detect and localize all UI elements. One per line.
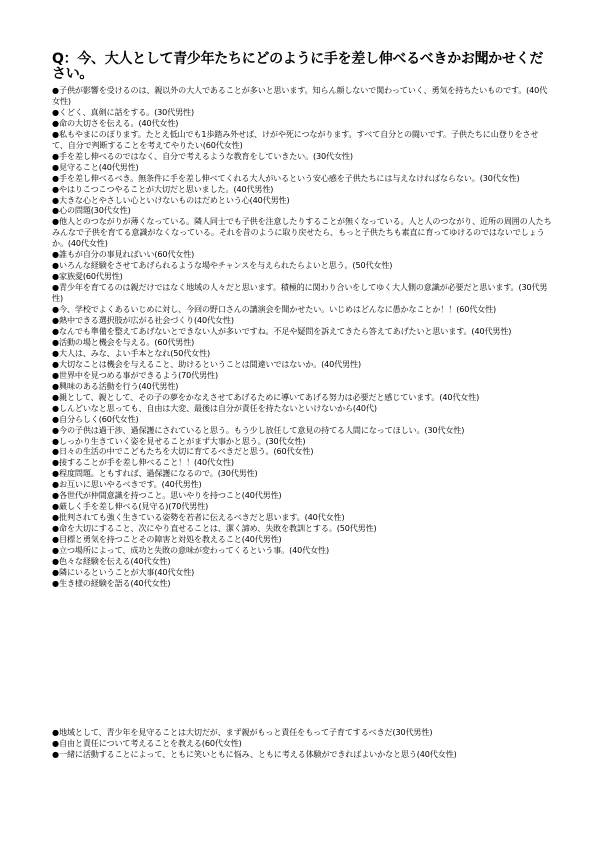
bullet-icon: ● [52,435,59,446]
bullet-icon: ● [52,325,59,336]
response-text: 厳しく手を差し伸べる(見守る)(70代男性) [59,501,209,512]
response-item [52,151,552,162]
bullet-icon: ● [52,402,59,413]
response-text: 命の大切さを伝える。(40代女性) [59,117,179,128]
response-item [52,205,552,216]
response-item [52,216,552,249]
response-item [52,425,552,436]
bullet-icon: ● [52,128,59,139]
response-item [52,490,552,501]
bullet-icon: ● [52,304,59,315]
response-item [52,749,552,760]
response-text: 立つ場所によって、成功と失敗の意味が変わってくるという事。(40代女性) [59,545,329,556]
response-text: 他人とのつながりが薄くなっている。隣人同士でも子供を注意したりすることが無くなっている。人と人のつながり、近所の周囲の人たちみんなで子供を育てる意識がなくなっている。それを昔のように取り戻せたら、もっと子供たちも素直に育ってゆけるのではないでしょうか。(40代女性) [52,216,552,249]
bullet-icon: ● [52,424,59,435]
response-item [52,260,552,271]
response-item [52,195,552,206]
response-text: 批判されても強く生きている姿勢を若者に伝えるべきだと思います。(40代女性) [59,512,345,523]
bullet-icon: ● [52,413,59,424]
bullet-icon: ● [52,161,59,172]
response-text: 接することが手を差し伸べること！！(40代女性) [59,457,234,468]
bullet-icon: ● [52,380,59,391]
response-item [52,512,552,523]
response-text: 自分らしく(60代女性) [59,413,139,424]
bullet-icon: ● [52,358,59,369]
bullet-icon: ● [52,336,59,347]
response-item [52,534,552,545]
response-item [52,249,552,260]
bullet-icon: ● [52,347,59,358]
response-text: 生き様の経験を語る(40代女性) [59,577,171,588]
bullet-icon: ● [52,737,59,748]
bullet-icon: ● [52,545,59,556]
response-text: 程度問題。ともすれば、過保護になるので。(30代男性) [59,468,258,479]
response-text: 活動の場と機会を与える。(60代男性) [59,336,195,347]
bullet-icon: ● [52,555,59,566]
bullet-icon: ● [52,468,59,479]
response-text: 大切なことは機会を与えること、助けるということは間違いではないか。(40代男性) [59,358,361,369]
response-item [52,501,552,512]
bullet-icon: ● [52,369,59,380]
response-text: 目標と勇気を持つことその障害と対処を教えること(40代男性) [59,534,282,545]
response-item [52,184,552,195]
bullet-icon: ● [52,512,59,523]
response-item [52,326,552,337]
response-item [52,446,552,457]
response-text: 心の問題(30代女性) [59,205,131,216]
bullet-icon: ● [52,534,59,545]
response-item [52,523,552,534]
response-item [52,727,552,738]
response-item [52,282,552,304]
bullet-icon: ● [52,490,59,501]
bullet-icon: ● [52,282,59,293]
question-heading: Q：今、大人として青少年たちにどのように手を差し伸べるべきかお聞かせください。 [52,51,544,82]
response-item [52,578,552,589]
response-text: やはりこつこつやることが大切だと思いました。(40代男性) [59,183,274,194]
response-item [52,271,552,282]
bullet-icon: ● [52,216,59,227]
bullet-icon: ● [52,391,59,402]
response-text: しっかり生きていく姿を見せることがまず大事かと思う。(30代女性) [59,435,306,446]
response-text: 大きな心とやさしい心といけないものはだめという心(40代男性) [59,194,290,205]
response-item [52,457,552,468]
bullet-icon: ● [52,85,59,95]
response-text: しんどいなと思っても、自由は大変、最後は自分が責任を持たないといけないから(40代) [59,402,377,413]
response-item [52,436,552,447]
bullet-icon: ● [52,106,59,117]
response-item [52,315,552,326]
response-item [52,738,552,749]
response-item [52,129,552,151]
bullet-icon: ● [52,566,59,577]
bullet-icon: ● [52,205,59,216]
response-text: 各世代が仲間意識を持つこと。思いやりを持つこと(40代男性) [59,490,282,501]
response-text: 興味のある活動を行う(40代男性) [59,380,179,391]
bullet-icon: ● [52,150,59,161]
response-item [52,162,552,173]
response-item [52,381,552,392]
response-text: 一緒に活動することによって、ともに笑いともに悩み、ともに考える体験ができればよいかなと思う(40代女性) [59,748,457,759]
response-text: 隣にいるということが大事(40代女性) [59,566,195,577]
response-text: 大人は、みな、よい手本となれ(50代女性) [59,347,211,358]
response-item [52,337,552,348]
bullet-icon: ● [52,748,59,759]
response-text: 手を差し伸べるべき。無条件に手を差し伸べてくれる大人がいるという安心感を子供たちには与えなければならない。(30代女性) [59,172,520,183]
bullet-icon: ● [52,260,59,271]
response-item [52,304,552,315]
response-text: いろんな経験をさせてあげられるような場やチャンスを与えられたらよいと思う。(50代女性) [59,260,393,271]
response-item [52,567,552,578]
bullet-icon: ● [52,194,59,205]
response-list [52,85,552,589]
bullet-icon: ● [52,117,59,128]
response-text: お互いに思いやるべきです。(40代男性) [59,479,202,490]
response-item [52,85,552,107]
bullet-icon: ● [52,271,59,282]
response-text: 熱中できる選択肢が広がる社会づくり(40代女性) [59,315,234,326]
bullet-icon: ● [52,577,59,588]
response-item [52,173,552,184]
response-text: 地域として、青少年を見守ることは大切だが、まず親がもっと責任をもって子育てするべきだ(30代男性) [59,727,433,737]
response-text: 見守ること(40代男性) [59,161,139,172]
response-item [52,545,552,556]
response-text: 親として、親として、その子の夢をかなえさせてあげるために導いてあげる努力は必要だと感じています。(40代女性) [59,391,480,402]
response-text: 子供が影響を受けるのは、親以外の大人であることが多いと思います。知らん顔しないで関わっていく、勇気を持ちたいものです。(40代女性) [52,85,548,106]
response-text: 青少年を育てるのは親だけではなく地域の人々だと思います。積極的に関わり合いをしてゆく大人側の意識が必要だと思います。(30代男性) [52,282,548,304]
response-item [52,556,552,567]
response-item [52,414,552,425]
response-text: なんでも準備を整えてあげないとできない人が多いですね。不足や疑問を訴えてきたら答えてあげたいと思います。(40代男性) [59,325,512,336]
response-text: 色々な経験を伝える(40代女性) [59,555,171,566]
bullet-icon: ● [52,315,59,326]
response-item [52,370,552,381]
bullet-icon: ● [52,249,59,260]
response-item [52,348,552,359]
bullet-icon: ● [52,501,59,512]
bullet-icon: ● [52,172,59,183]
response-text: 家族愛(60代男性) [59,271,123,282]
bullet-icon: ● [52,479,59,490]
response-item [52,118,552,129]
response-text: 命を大切にすること、次にやり直せることは、潔く諦め、失敗を教訓とする。(50代男性) [59,523,377,534]
response-text: 日々の生活の中でこどもたちを大切に育てるべきだと思う。(60代女性) [59,446,314,457]
response-item [52,107,552,118]
response-item [52,468,552,479]
bullet-icon: ● [52,727,59,737]
bullet-icon: ● [52,446,59,457]
bullet-icon: ● [52,523,59,534]
bullet-icon: ● [52,183,59,194]
response-text: 手を差し伸べるのではなく、自分で考えるような教育をしていきたい。(30代女性) [59,150,353,161]
response-item [52,479,552,490]
response-text: くどく、真剣に話をする。(30代男性) [59,106,195,117]
response-text: 自由と責任について考えることを教える(60代女性) [59,737,242,748]
response-list-2 [52,727,552,760]
response-item [52,392,552,403]
response-text: 私もやまにのぼります。たとえ低山でも1歩踏み外せば、けがや死につながります。すべて自分との闘いです。子供たちに山登りをさせて、自分で判断することを考えてやりたい(60代女性) [52,128,539,150]
response-item [52,403,552,414]
response-text: 誰もが自分の事見ればいい(60代女性) [59,249,195,260]
response-text: 世界中を見つめる事ができるよう(70代男性) [59,369,219,380]
bullet-icon: ● [52,457,59,468]
response-text: 今、学校でよくあるいじめに対し、今回の野口さんの講演会を聞かせたい。いじめはどんなに愚かなことか！！(60代女性) [59,304,497,315]
response-item [52,359,552,370]
response-text: 今の子供は過干渉、過保護にされていると思う。もう少し放任して意見の持てる人間になってほしい。(30代女性) [59,424,465,435]
